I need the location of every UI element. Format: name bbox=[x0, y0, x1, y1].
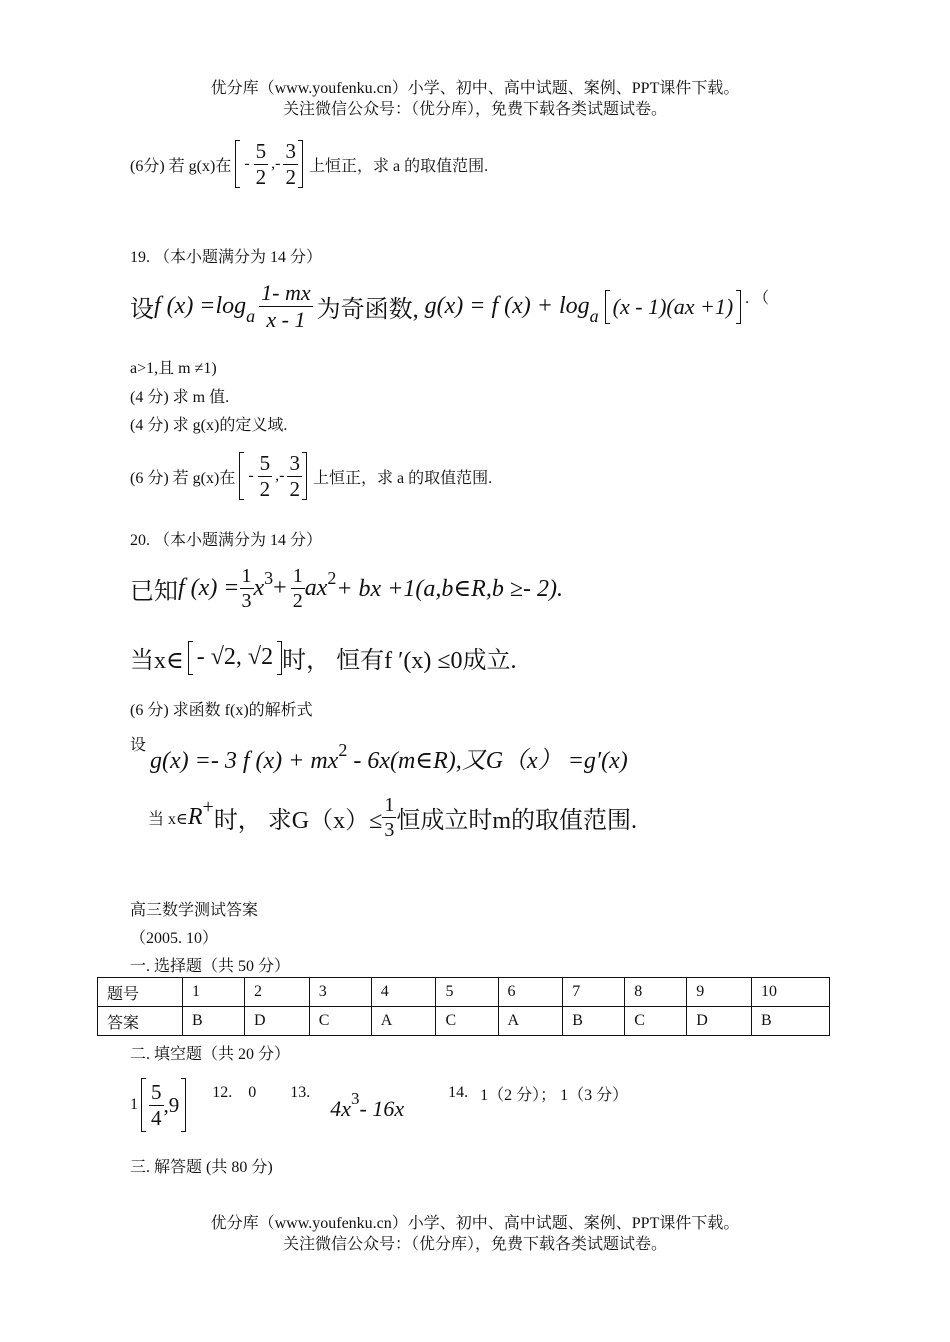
table-cell: 1 bbox=[183, 978, 245, 1007]
denominator: 2 bbox=[292, 590, 303, 612]
minus-sign: - bbox=[244, 155, 250, 172]
answers-title: 高三数学测试答案 bbox=[130, 902, 259, 919]
lead-text: 当x∈ bbox=[130, 648, 184, 674]
fraction-five-halves bbox=[254, 138, 269, 189]
numerator: 5 bbox=[151, 1079, 162, 1104]
table-cell: C bbox=[436, 1007, 498, 1036]
left-bracket bbox=[239, 452, 244, 500]
q11-rest: ,9 bbox=[163, 1092, 180, 1117]
row-label: 题号 bbox=[98, 978, 183, 1007]
q20-line4 bbox=[148, 795, 637, 840]
table-cell: D bbox=[687, 1007, 752, 1036]
q19-part2: (4 分) 求 g(x)的定义域. bbox=[130, 417, 288, 434]
header-line-1: 优分库（www.youfenku.cn）小学、初中、高中试题、案例、PPT课件下载。 bbox=[210, 80, 740, 97]
q19-part1: (4 分) 求 m 值. bbox=[130, 389, 230, 406]
numerator: 1 bbox=[384, 794, 395, 816]
q20-line1 bbox=[130, 566, 563, 611]
ax-term: ax bbox=[304, 575, 328, 601]
f-def: f (x) = bbox=[178, 575, 240, 601]
q20-title: 20. （本小题满分为 14 分） bbox=[130, 532, 323, 549]
q18-part3-suffix: 上恒正，求 a 的取值范围. bbox=[308, 157, 489, 175]
lead-text: 设 bbox=[130, 737, 147, 754]
denominator: 2 bbox=[289, 476, 300, 501]
page-header bbox=[0, 78, 950, 120]
q19-formula bbox=[130, 282, 769, 331]
footer-line-2: 关注微信公众号：（优分库），免费下载各类试题试卷。 bbox=[282, 1236, 667, 1253]
rest-text: 时， 恒有f ′(x) ≤0成立. bbox=[282, 648, 517, 674]
right-bracket bbox=[298, 140, 303, 188]
q14-value: 1（2 分）； 1（3 分） bbox=[480, 1086, 629, 1104]
header-line-2: 关注微信公众号：（优分库），免费下载各类试题试卷。 bbox=[282, 101, 667, 118]
table-cell: 6 bbox=[498, 978, 563, 1007]
q19-part3-suffix: 上恒正，求 a 的取值范围. bbox=[312, 469, 493, 487]
table-cell: 3 bbox=[309, 978, 371, 1007]
fraction-five-halves bbox=[258, 450, 273, 501]
table-cell: 10 bbox=[751, 978, 829, 1007]
left-bracket bbox=[188, 641, 193, 675]
fraction-one-half bbox=[291, 566, 305, 611]
left-bracket bbox=[605, 290, 610, 324]
numerator: 5 bbox=[259, 450, 271, 475]
table-row bbox=[98, 1007, 830, 1036]
numerator: 1 bbox=[241, 565, 252, 587]
numerator: 5 bbox=[255, 138, 267, 163]
numerator: 3 bbox=[285, 138, 296, 163]
table-cell: C bbox=[309, 1007, 371, 1036]
log-base-2: a bbox=[589, 306, 599, 326]
lead-text: 设 bbox=[130, 297, 154, 323]
g-def: g(x) =- 3 f (x) + mx bbox=[150, 748, 339, 774]
answers-date: （2005. 10） bbox=[130, 930, 219, 947]
denominator: 4 bbox=[151, 1105, 162, 1130]
mid-text: 时， 求G（x）≤ bbox=[213, 808, 383, 834]
table-cell: C bbox=[625, 1007, 687, 1036]
denominator: 2 bbox=[285, 164, 296, 189]
fraction-five-quarters bbox=[149, 1079, 164, 1130]
q20-line3 bbox=[130, 732, 628, 774]
q18-part3-prefix: (6分) 若 g(x)在 bbox=[130, 157, 232, 175]
tail-text: . （ bbox=[745, 290, 770, 307]
q19-condition: a>1,且 m ≠1) bbox=[130, 360, 217, 377]
fraction-three-halves bbox=[283, 138, 298, 189]
fraction-log-arg bbox=[259, 282, 312, 331]
right-bracket bbox=[181, 1078, 186, 1132]
q18-part3 bbox=[130, 140, 488, 188]
denominator: 2 bbox=[255, 164, 267, 189]
q20-part1: (6 分) 求函数 f(x)的解析式 bbox=[130, 702, 313, 719]
q19-title: 19. （本小题满分为 14 分） bbox=[130, 249, 323, 266]
numerator: 3 bbox=[289, 450, 300, 475]
minus-sign: - bbox=[248, 467, 254, 484]
table-cell: B bbox=[183, 1007, 245, 1036]
q13-exponent: 3 bbox=[351, 1089, 360, 1108]
exponent: 2 bbox=[338, 740, 348, 760]
table-cell: 2 bbox=[245, 978, 310, 1007]
numerator: 1- mx bbox=[261, 280, 311, 305]
fraction-one-third bbox=[382, 795, 396, 840]
section-2-title: 二. 填空题（共 20 分） bbox=[130, 1046, 291, 1063]
q19-part3 bbox=[130, 452, 492, 500]
lead-text: 已知 bbox=[130, 579, 178, 605]
separator: ,- bbox=[275, 467, 285, 484]
table-cell: A bbox=[498, 1007, 563, 1036]
footer-line-1: 优分库（www.youfenku.cn）小学、初中、高中试题、案例、PPT课件下载。 bbox=[210, 1215, 740, 1232]
x-term: x bbox=[253, 575, 265, 601]
q13-value-b: - 16x bbox=[359, 1096, 405, 1121]
q12-number: 12. bbox=[212, 1084, 233, 1101]
table-cell: 7 bbox=[563, 978, 625, 1007]
real-R: R bbox=[187, 804, 203, 830]
table-cell: 5 bbox=[436, 978, 498, 1007]
plus-sign: + bbox=[273, 575, 287, 601]
q13-number: 13. bbox=[290, 1084, 311, 1101]
right-bracket bbox=[736, 290, 741, 324]
q19-part3-prefix: (6 分) 若 g(x)在 bbox=[130, 469, 236, 487]
q11-number: 1 bbox=[130, 1096, 138, 1113]
table-row bbox=[98, 978, 830, 1007]
page-footer bbox=[0, 1213, 950, 1255]
table-cell: D bbox=[245, 1007, 310, 1036]
denominator: 2 bbox=[259, 476, 271, 501]
table-cell: B bbox=[563, 1007, 625, 1036]
mid-text: 为奇函数, bbox=[316, 297, 419, 323]
table-cell: 9 bbox=[687, 978, 752, 1007]
fraction-three-halves bbox=[287, 450, 302, 501]
superscript-plus: + bbox=[202, 796, 214, 818]
rest-text: 恒成立时m的取值范围. bbox=[396, 808, 637, 834]
section-3-title: 三. 解答题 (共 80 分) bbox=[130, 1159, 273, 1176]
q14-number: 14. bbox=[448, 1084, 469, 1101]
q13-value-a: 4x bbox=[330, 1096, 352, 1121]
table-cell: A bbox=[371, 1007, 436, 1036]
table-cell: 4 bbox=[371, 978, 436, 1007]
fill-in-answers bbox=[130, 1078, 628, 1132]
g-def: g(x) = f (x) + log bbox=[424, 293, 590, 319]
right-bracket bbox=[302, 452, 307, 500]
log-arg: (x - 1)(ax +1) bbox=[612, 293, 734, 319]
section-1-title: 一. 选择题（共 50 分） bbox=[130, 958, 291, 975]
row-label: 答案 bbox=[98, 1007, 183, 1036]
lead-text: 当 x∈ bbox=[148, 811, 188, 828]
denominator: 3 bbox=[384, 819, 395, 841]
numerator: 1 bbox=[292, 565, 303, 587]
left-bracket bbox=[141, 1078, 146, 1132]
table-cell: B bbox=[751, 1007, 829, 1036]
table-cell: 8 bbox=[625, 978, 687, 1007]
rest-text: - 6x(m∈R),又G（x） =g′(x) bbox=[347, 748, 628, 774]
exponent: 3 bbox=[264, 568, 274, 588]
log-base: a bbox=[246, 306, 256, 326]
denominator: x - 1 bbox=[266, 307, 306, 332]
exponent: 2 bbox=[327, 568, 337, 588]
rest-text: + bx +1(a,b∈R,b ≥- 2). bbox=[336, 576, 563, 602]
fraction-one-third bbox=[240, 566, 254, 611]
left-bracket bbox=[235, 140, 240, 188]
answer-table bbox=[97, 977, 830, 1036]
q12-value: 0 bbox=[248, 1084, 257, 1101]
denominator: 3 bbox=[241, 590, 252, 612]
f-def: f (x) =log bbox=[154, 293, 247, 319]
q20-line2 bbox=[130, 640, 517, 675]
interval-text: - √2, √2 bbox=[196, 644, 274, 670]
separator: ,- bbox=[271, 155, 281, 172]
